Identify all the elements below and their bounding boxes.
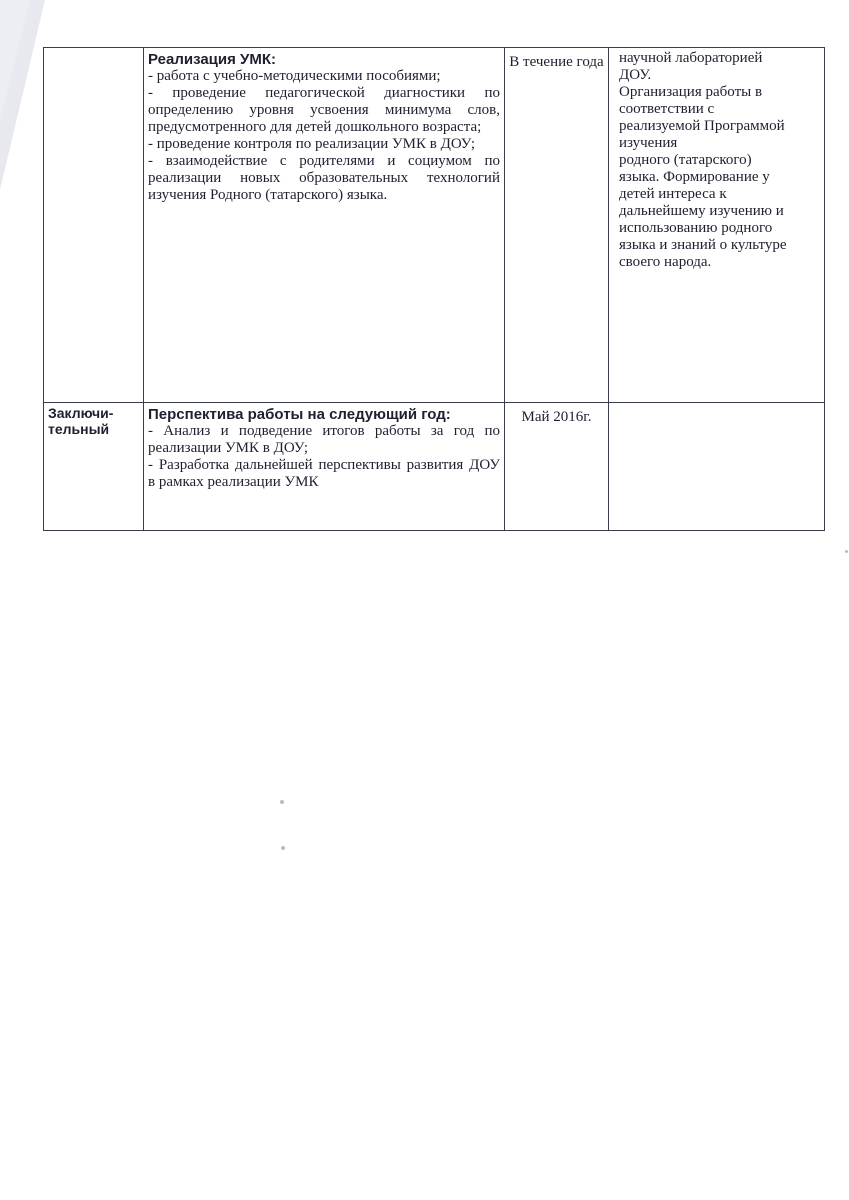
work-plan-table <box>43 47 825 531</box>
term-cell: Май 2016г. <box>505 403 609 531</box>
scan-speck <box>845 550 848 553</box>
result-line: изучения <box>619 135 678 151</box>
list-item: - проведение контроля по реализации УМК в ДОУ; <box>148 136 476 152</box>
list-item: - Анализ и подведение итогов работы за год по реализации УМК в ДОУ; <box>148 423 500 456</box>
list-item: - проведение педагогической диагностики по определению уровня усвоения минимума слов, предусмотренного для детей дошкольного возраста; <box>148 85 500 135</box>
list-item: - Разработка дальнейшей перспективы развития ДОУ в рамках реализации УМК <box>148 457 500 490</box>
result-line: реализуемой Программой <box>619 118 785 134</box>
stage-cell: Заключи-тельный <box>44 403 144 531</box>
result-line: научной лабораторией <box>619 50 763 66</box>
content-cell <box>144 403 505 531</box>
result-line: родного (татарского) <box>619 152 752 168</box>
result-line: своего народа. <box>619 254 712 270</box>
content-cell <box>144 48 505 403</box>
scan-speck <box>280 800 284 804</box>
table-row <box>44 403 825 531</box>
list-item: - взаимодействие с родителями и социумом по реализации новых образовательных технологий изучения Родного (татарского) языка. <box>148 153 500 203</box>
list-item: - работа с учебно-методическими пособиями; <box>148 68 441 84</box>
scan-speck <box>281 846 285 850</box>
result-line: использованию родного <box>619 220 773 236</box>
term-cell: В течение года <box>505 48 609 403</box>
result-line: дальнейшему изучению и <box>619 203 784 219</box>
page-fold-highlight <box>0 0 30 120</box>
result-line: языка и знаний о культуре <box>619 237 787 253</box>
result-line: языка. Формирование у <box>619 169 770 185</box>
result-line: соответствии с <box>619 101 715 117</box>
stage-cell <box>44 48 144 403</box>
block-title: Реализация УМК: <box>148 51 277 68</box>
table-row <box>44 48 825 403</box>
result-cell <box>609 403 825 531</box>
result-line: Организация работы в <box>619 84 763 100</box>
result-line: ДОУ. <box>619 67 652 83</box>
result-cell <box>609 48 825 403</box>
block-title: Перспектива работы на следующий год: <box>148 406 451 423</box>
result-line: детей интереса к <box>619 186 727 202</box>
